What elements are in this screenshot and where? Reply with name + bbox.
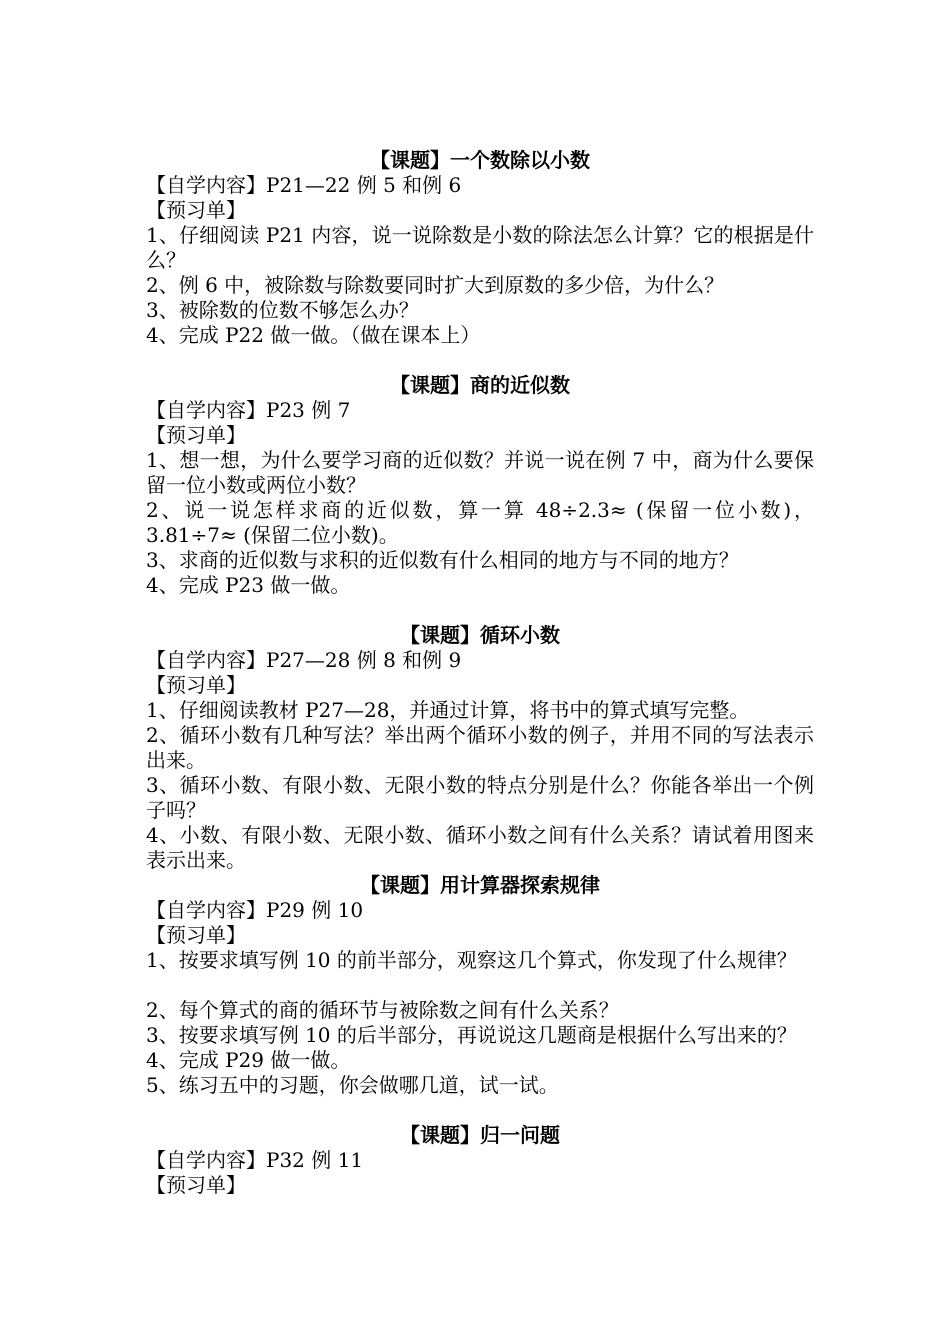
list-item: 1、仔细阅读教材 P27—28，并通过计算，将书中的算式填写完整。	[146, 698, 750, 722]
section-repeating-decimal	[146, 623, 814, 873]
section-title: 【课题】归一问题	[400, 1123, 560, 1147]
study-content: 【自学内容】P32 例 11	[146, 1148, 364, 1172]
study-content: 【自学内容】P21—22 例 5 和例 6	[146, 173, 462, 197]
preview-list-label: 【预习单】	[146, 198, 246, 222]
preview-list-label: 【预习单】	[146, 1173, 246, 1197]
section-title: 【课题】循环小数	[400, 623, 560, 647]
list-item: 4、完成 P23 做一做。	[146, 573, 351, 597]
section-divide-by-decimal	[146, 148, 814, 348]
list-item: 1、想一想，为什么要学习商的近似数？并说一说在例 7 中，商为什么要保留一位小数或两位小数？	[146, 448, 814, 497]
section-calculator-patterns	[146, 873, 814, 1098]
list-item: 3、求商的近似数与求积的近似数有什么相同的地方与不同的地方？	[146, 548, 739, 572]
list-item: 4、完成 P22 做一做。（做在课本上）	[146, 323, 481, 347]
study-content: 【自学内容】P29 例 10	[146, 898, 364, 922]
preview-list-label: 【预习单】	[146, 923, 246, 947]
list-item: 4、完成 P29 做一做。	[146, 1048, 351, 1072]
list-item: 3、按要求填写例 10 的后半部分，再说说这几题商是根据什么写出来的？	[146, 1023, 797, 1047]
study-content: 【自学内容】P23 例 7	[146, 398, 351, 422]
list-item: 5、练习五中的习题，你会做哪几道，试一试。	[146, 1073, 559, 1097]
section-title: 【课题】用计算器探索规律	[360, 873, 600, 897]
preview-list-label: 【预习单】	[146, 673, 246, 697]
list-item: 3、被除数的位数不够怎么办？	[146, 298, 419, 322]
preview-list-label: 【预习单】	[146, 423, 246, 447]
section-spacer	[146, 598, 814, 623]
list-item: 2、每个算式的商的循环节与被除数之间有什么关系？	[146, 998, 619, 1022]
list-item: 3、循环小数、有限小数、无限小数的特点分别是什么？你能各举出一个例子吗？	[146, 773, 814, 822]
list-item: 2、循环小数有几种写法？举出两个循环小数的例子，并用不同的写法表示出来。	[146, 723, 814, 772]
section-spacer	[146, 348, 814, 373]
section-unitary-problems	[146, 1123, 814, 1198]
study-content: 【自学内容】P27—28 例 8 和例 9	[146, 648, 462, 672]
document-page	[146, 148, 814, 1198]
blank-line	[146, 973, 814, 998]
list-item: 1、按要求填写例 10 的前半部分，观察这几个算式，你发现了什么规律？	[146, 948, 797, 972]
section-title: 【课题】一个数除以小数	[370, 148, 590, 172]
list-item: 2、说一说怎样求商的近似数，算一算 48÷2.3≈ (保留一位小数)，3.81÷7≈ (保留二位小数)。	[146, 498, 814, 547]
list-item: 2、例 6 中，被除数与除数要同时扩大到原数的多少倍，为什么？	[146, 273, 725, 297]
section-spacer	[146, 1098, 814, 1123]
section-title: 【课题】商的近似数	[390, 373, 570, 397]
list-item: 1、仔细阅读 P21 内容，说一说除数是小数的除法怎么计算？它的根据是什么？	[146, 223, 814, 272]
list-item: 4、小数、有限小数、无限小数、循环小数之间有什么关系？请试着用图来表示出来。	[146, 823, 814, 872]
section-quotient-approximation	[146, 373, 814, 598]
